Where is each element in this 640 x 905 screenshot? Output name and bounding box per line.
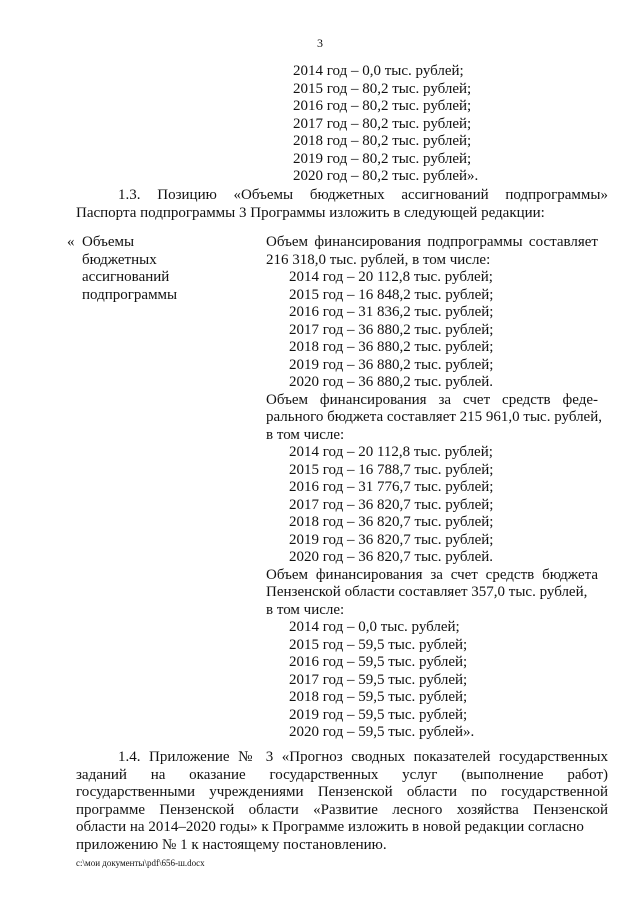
table-label (82, 234, 177, 304)
list-item: 2014 год – 20 112,8 тыс. рублей; (289, 444, 493, 460)
section-1-4-line6: приложению № 1 к настоящему постановлению. (76, 836, 387, 853)
federal-line1: Объем финансирования за счет средств феде- (266, 391, 598, 408)
total-line1: Объем финансирования подпрограммы составляет (266, 234, 598, 250)
regional-year-list (289, 619, 474, 742)
list-item: 2018 год – 59,5 тыс. рублей; (289, 689, 468, 705)
section-1-4-line2: заданий на оказание государственных услуг (выполнение работ) (76, 766, 608, 783)
section-1-4-line4: программе Пензенской области «Развитие лесного хозяйства Пензенской (76, 801, 608, 818)
list-item: 2016 год – 31 836,2 тыс. рублей; (289, 304, 494, 320)
list-item: 2015 год – 16 788,7 тыс. рублей; (289, 461, 494, 478)
opening-quote: « (67, 234, 75, 250)
total-year-list (289, 269, 493, 392)
top-year-list (293, 63, 478, 186)
page-number: 3 (317, 36, 323, 50)
regional-line2: Пензенской области составляет 357,0 тыс. рублей, (266, 584, 588, 600)
list-item: 2020 год – 80,2 тыс. рублей». (293, 168, 479, 184)
list-item: 2014 год – 0,0 тыс. рублей; (289, 619, 460, 635)
federal-year-list (289, 444, 493, 567)
list-item: 2017 год – 36 880,2 тыс. рублей; (289, 321, 494, 338)
list-item: 2019 год – 36 880,2 тыс. рублей; (289, 356, 494, 373)
label-line: бюджетных (82, 251, 157, 268)
label-line: ассигнований (82, 269, 170, 285)
list-item: 2014 год – 20 112,8 тыс. рублей; (289, 269, 493, 285)
section-1-4-line5: области на 2014–2020 годы» к Программе изложить в новой редакции согласно (76, 819, 584, 835)
list-item: 2018 год – 36 880,2 тыс. рублей; (289, 339, 494, 355)
list-item: 2015 год – 80,2 тыс. рублей; (293, 80, 472, 97)
section-1-3-line1: 1.3. Позицию «Объемы бюджетных ассигнований подпрограммы» (118, 187, 608, 203)
label-line: подпрограммы (82, 286, 178, 303)
list-item: 2018 год – 80,2 тыс. рублей; (293, 133, 472, 149)
federal-line2: рального бюджета составляет 215 961,0 тыс. рублей, (266, 409, 602, 425)
label-line: Объемы (82, 234, 135, 250)
section-1-3-line2: Паспорта подпрограммы 3 Программы изложить в следующей редакции: (76, 205, 545, 221)
list-item: 2020 год – 36 820,7 тыс. рублей. (289, 549, 494, 565)
list-item: 2016 год – 31 776,7 тыс. рублей; (289, 479, 494, 495)
list-item: 2019 год – 80,2 тыс. рублей; (293, 150, 472, 167)
list-item: 2016 год – 80,2 тыс. рублей; (293, 98, 472, 114)
list-item: 2019 год – 36 820,7 тыс. рублей; (289, 531, 494, 548)
list-item: 2014 год – 0,0 тыс. рублей; (293, 63, 464, 79)
section-1-4-line3: государственными учреждениями Пензенской области по государственной (76, 784, 608, 800)
list-item: 2020 год – 36 880,2 тыс. рублей. (289, 374, 494, 390)
list-item: 2017 год – 59,5 тыс. рублей; (289, 671, 468, 688)
regional-line3: в том числе: (266, 601, 345, 618)
regional-line1: Объем финансирования за счет средств бюджета (266, 566, 598, 583)
list-item: 2017 год – 80,2 тыс. рублей; (293, 115, 472, 132)
list-item: 2019 год – 59,5 тыс. рублей; (289, 706, 468, 723)
section-1-4-line1: 1.4. Приложение № 3 «Прогноз сводных показателей государственных (118, 749, 608, 765)
total-line2: 216 318,0 тыс. рублей, в том числе: (266, 251, 491, 268)
list-item: 2015 год – 16 848,2 тыс. рублей; (289, 286, 494, 303)
list-item: 2015 год – 59,5 тыс. рублей; (289, 636, 468, 653)
federal-line3: в том числе: (266, 426, 345, 443)
list-item: 2016 год – 59,5 тыс. рублей; (289, 654, 468, 670)
list-item: 2018 год – 36 820,7 тыс. рублей; (289, 514, 494, 530)
list-item: 2020 год – 59,5 тыс. рублей». (289, 724, 475, 740)
list-item: 2017 год – 36 820,7 тыс. рублей; (289, 496, 494, 513)
footer-file-path: c:\мои документы\pdf\656-ш.docx (76, 858, 205, 868)
